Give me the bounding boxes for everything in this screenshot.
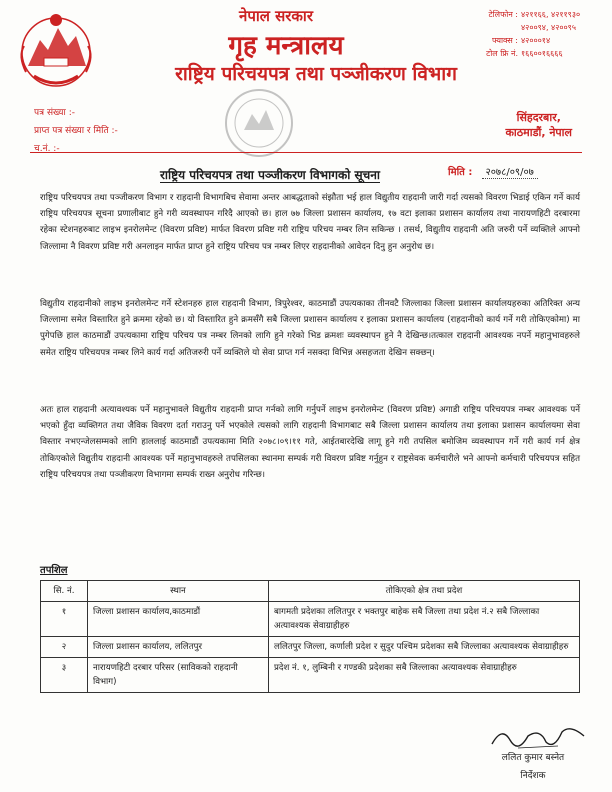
dispatch-number: च.नं. :- <box>34 144 60 154</box>
header-government: नेपाल सरकार <box>239 7 313 25</box>
contact-row <box>436 47 606 60</box>
address-line: सिंहदरबार, <box>516 111 561 124</box>
letter-number: पत्र संख्या :- <box>34 108 75 118</box>
table-cell: ललितपुर जिल्ला, कर्णाली प्रदेश र सुदुर पश्चिम प्रदेशका सबै जिल्लाका अत्यावश्यक सेवाग्राहीहरु <box>269 637 580 658</box>
body-paragraph: अतः हाल राहदानी अत्यावश्यक पर्ने महानुभावले विद्युतीय राहदानी प्राप्त गर्नको लागि गर्नुपर्ने लाइभ इनरोलमेन्ट (विवरण प्रविष्ट) अगाडी राष्ट्रिय परिचयपत्र नम्बर आवश्यक पर्ने भएको हुँदा व्यक्तिगत तथा जैविक विवरण दर्ता गराउनु पर्ने भएकोले त्यसको लागि राहदानी विभागबाट सबै जिल्ला प्रशासन कार्यालय तथा इलाका प्रशासन कार्यालयमा सेवा विस्तार नभएन्जेलसम्मको लागि हाललाई काठमाडौं उपत्यकामा मिति २०७८।०९।११ गते, आईतबारदेखि लागू हुने गरी तपसिल बमोजिम व्यवस्थापन गर्ने गरी कार्य गर्न क्षेत्र तोकिएकोले विद्युतीय राहदानी आवश्यक पर्ने महानुभावहरुले तपसिलका स्थानमा सम्पर्क गरी विवरण प्रविष्ट गर्नुहुन र राष्ट्रसेवक कर्मचारीले भने आफ्नो कर्मचारी परिचयपत्र सहित राष्ट्रिय परिचयपत्र तथा पञ्जीकरण विभागमा सम्पर्क राख्न अनुरोध गरिन्छ। <box>40 405 580 480</box>
contact-row <box>436 8 606 21</box>
header-department: राष्ट्रिय परिचयपत्र तथा पञ्जीकरण विभाग <box>175 63 457 85</box>
signatory-title: निर्देशक <box>520 771 546 781</box>
contact-value: ४२००९४, ४२००९५ <box>521 23 577 32</box>
received-letter-number: प्राप्त पत्र संख्या र मिति :- <box>34 126 118 136</box>
date-value: २०७८/०९/०७ <box>482 167 538 179</box>
column-header: सि. नं. <box>41 581 88 602</box>
contact-label: टेलिफोन : <box>488 10 518 19</box>
table-cell: जिल्ला प्रशासन कार्यालय,काठमाडौं <box>88 602 269 637</box>
column-header: तोकिएको क्षेत्र तथा प्रदेश <box>269 581 580 602</box>
contact-label: फ्याक्स : <box>492 36 518 45</box>
date-label: मिति : <box>448 167 473 178</box>
table-cell: २ <box>41 637 88 658</box>
contact-value: ४२११६६, ४२११९३० <box>521 10 581 19</box>
table-cell: बागमती प्रदेशका ललितपुर र भक्तपुर बाहेक सबै जिल्ला तथा प्रदेश नं.२ सबै जिल्लाका अत्यावश्यक सेवाग्राहीहरु <box>269 602 580 637</box>
signatory-name: ललित कुमार बस्नेत <box>501 753 565 763</box>
table-caption: तपशिल <box>40 565 68 576</box>
handwritten-signature-icon <box>488 722 588 752</box>
table-cell: ३ <box>41 658 88 693</box>
contact-value: ४२०००१४ <box>521 36 551 45</box>
header-ministry: गृह मन्त्रालय <box>228 31 344 61</box>
table-cell: प्रदेश नं. १, लुम्बिनी र गण्डकी प्रदेशका सबै जिल्लाका अत्यावश्यक सेवाग्राहीहरु <box>269 658 580 693</box>
notice-title <box>0 166 576 183</box>
signature-block <box>478 722 588 792</box>
table-cell: नारायणहिटी दरबार परिसर (साविकको राहदानी विभाग) <box>88 658 269 693</box>
table-row <box>41 658 580 693</box>
office-seal-icon <box>222 86 296 160</box>
address-line: काठमाडौं, नेपाल <box>505 126 572 139</box>
column-header: स्थान <box>88 581 269 602</box>
contact-value: १६६००१६६६६ <box>521 49 563 58</box>
office-address <box>505 110 572 140</box>
header-divider <box>30 152 582 153</box>
table-cell: १ <box>41 602 88 637</box>
body-paragraph: विद्युतीय राहदानीको लाइभ इनरोलमेन्ट गर्ने स्टेशनहरु हाल राहदानी विभाग, त्रिपुरेश्वर, काठमाडौं उपत्यकाका तीनवटै जिल्लाका जिल्ला प्रशासन कार्यालयहरुका अतिरिक्त अन्य जिल्लामा समेत विस्तारित हुने क्रममा रहेको छ। यो विस्तारित हुने क्रमसँगै सबै जिल्ला प्रशासन कार्यालय र इलाका प्रशासन कार्यालय (राहदानीको कार्य गर्ने गरी तोकिएकोमा) मा पुगेपछि हाल काठमाडौं उपत्यकामा राष्ट्रिय परिचय पत्र नम्बर लिनको लागि हुने गरेको भिड क्रमशः व्यवस्थापन हुने नै देखिन्छ।तत्काल राहदानी आवश्यक नपर्ने महानुभावहरुले समेत राष्ट्रिय परिचयपत्र नम्बर लिने कार्य गर्दा अतिजरुरी पर्ने व्यक्तिले यो सेवा प्राप्त गर्न नसक्दा विभिन्न असहजता देखिन सक्छन्। <box>40 299 580 358</box>
table-row <box>41 602 580 637</box>
notice-title-text: राष्ट्रिय परिचयपत्र तथा पञ्जीकरण विभागको सूचना <box>160 168 380 182</box>
contact-row <box>436 34 606 47</box>
table-row <box>41 637 580 658</box>
reference-block <box>34 104 118 158</box>
table-header-row <box>41 581 580 602</box>
contact-block <box>436 8 606 60</box>
table-cell: जिल्ला प्रशासन कार्यालय, ललितपुर <box>88 637 269 658</box>
contact-row <box>436 21 606 34</box>
body-paragraph: राष्ट्रिय परिचयपत्र तथा पञ्जीकरण विभाग र राहदानी विभागबिच सेवामा अन्तर आबद्धताको संझौता भई हाल विद्युतीय राहदानी जारी गर्दा त्यसको विवरण भिडाई एकिन गर्ने कार्य राष्ट्रिय परिचयपत्र सूचना प्रणालीबाट हुने गरी व्यवस्थापन गरिदै आएको छ। हाल ७७ जिल्ला प्रशासन कार्यालय, १७ वटा इलाका प्रशासन कार्यालय तथा नारायणहिटी दरबारमा रहेका स्टेशनहरुबाट लाइभ इनरोलमेन्ट (विवरण प्रविष्ट) मार्फत विवरण प्रविष्ट गरी राष्ट्रिय परिचय नम्बर लिन सकिन्छ । तसर्थ, विद्युतीय राहदानी अति जरुरी पर्ने व्यक्तिले आफ्नो जिल्लामा नै विवरण प्रविष्ट गरी अनलाइन मार्फत प्राप्त हुने राष्ट्रिय परिचय पत्र नम्बर लिएर राहदानीको आवेदन दिनु हुन अनुरोध छ। <box>40 193 580 252</box>
contact-label <box>436 21 521 34</box>
contact-label: टोल फ्रि नं. <box>486 49 518 58</box>
details-table <box>40 580 580 693</box>
